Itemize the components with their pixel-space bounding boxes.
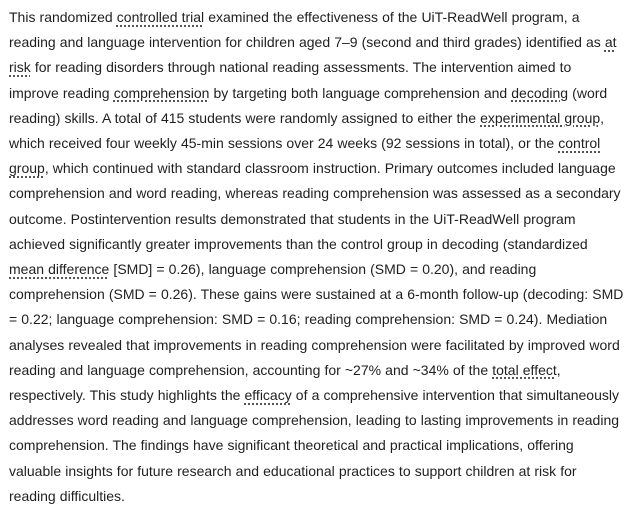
glossary-link-total-effect[interactable]: total effect xyxy=(492,361,557,378)
glossary-link-mean-difference[interactable]: mean difference xyxy=(9,261,110,278)
abstract-paragraph xyxy=(9,5,624,509)
glossary-link-controlled-trial[interactable]: controlled trial xyxy=(116,9,205,25)
glossary-link-efficacy[interactable]: efficacy xyxy=(244,387,292,404)
text-segment: (word reading) skills. A total of 415 students were randomly assigned to either the xyxy=(9,84,608,126)
glossary-link-decoding[interactable]: decoding xyxy=(511,84,569,101)
glossary-link-at-risk[interactable]: at risk xyxy=(9,34,617,76)
text-segment: examined the effectiveness of the UiT-ReadWell program, a reading and language intervention for children aged 7–9 (second and third grades) identified as xyxy=(9,9,605,51)
glossary-link-experimental-group[interactable]: experimental group xyxy=(480,109,601,126)
text-segment: , which received four weekly 45-min sessions over 24 weeks (92 sessions in total), or the xyxy=(9,109,605,152)
text-segment: of a comprehensive intervention that simultaneously addresses word reading and language comprehension, leading to lasting improvements in reading comprehension. The findings have significant theoretical and practical implications, offering valuable insights for future research and educational practices to support children at risk for reading difficulties. xyxy=(9,387,620,504)
text-segment: This randomized xyxy=(9,9,117,25)
text-segment: by targeting both language comprehension and xyxy=(209,84,512,101)
glossary-link-comprehension[interactable]: comprehension xyxy=(113,84,210,101)
text-segment: [SMD] = 0.26), language comprehension (SMD = 0.20), and reading comprehension (SMD = 0.26). These gains were sustained at a 6-month follow-up (decoding: SMD = 0.22; language comprehension: SMD = 0.16; reading comprehension: SMD = 0.24). Mediation analyses revealed that improvements in reading comprehension were facilitated by improved word reading and language comprehension, accounting for ~27% and ~34% of the xyxy=(9,261,624,378)
text-segment: , which continued with standard classroom instruction. Primary outcomes included language comprehension and word reading, whereas reading comprehension was assessed as a secondary outcome. Postintervention results demonstrated that students in the UiT-ReadWell program achieved significantly greater improvements than the control group in decoding (standardized xyxy=(9,160,621,252)
glossary-link-control-group[interactable]: control group xyxy=(9,135,601,177)
text-segment: for reading disorders through national reading assessments. The intervention aimed to improve reading xyxy=(9,59,572,101)
text-segment: , respectively. This study highlights the xyxy=(9,361,561,404)
